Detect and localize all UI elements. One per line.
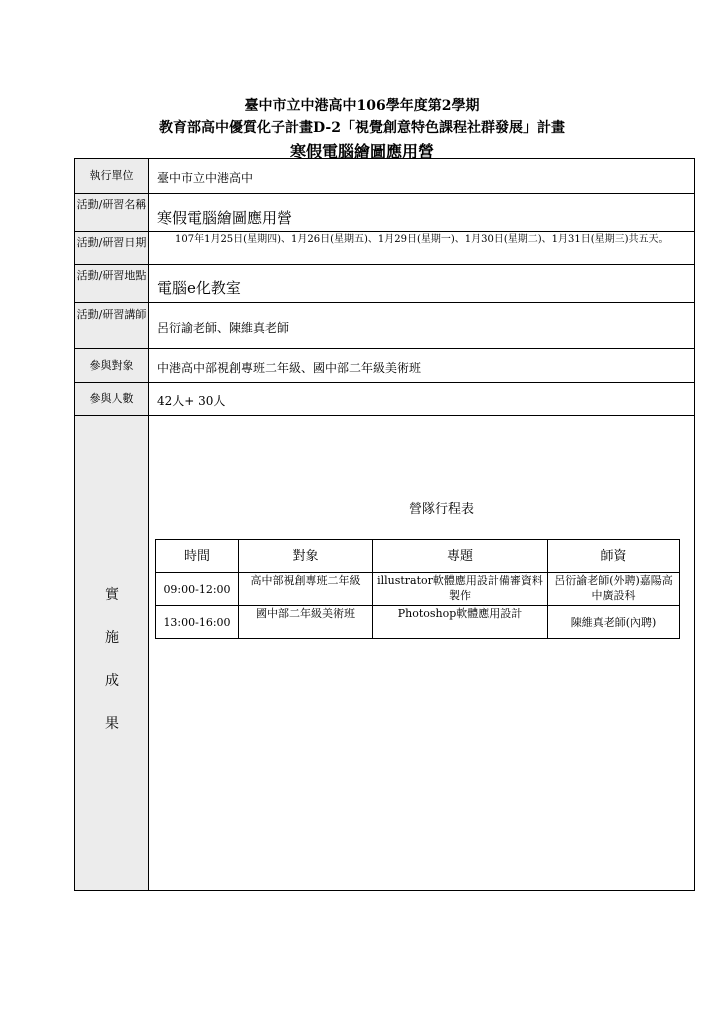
result-label-char: 果 (105, 716, 119, 732)
time-cell: 09:00-12:00 (156, 573, 239, 606)
topic-cell: Photoshop軟體應用設計 (373, 606, 548, 639)
schedule-table (155, 539, 680, 639)
schedule-title: 營隊行程表 (408, 502, 474, 517)
teacher-cell: 陳維真老師(內聘) (548, 606, 680, 639)
activity-teacher-label: 活動/研習講師 (75, 303, 149, 348)
row-divider (75, 348, 694, 349)
table-row (156, 606, 680, 639)
unit-label: 執行單位 (75, 159, 149, 193)
doc-title-program: 教育部高中優質化子計畫D-2「視覺創意特色課程社群發展」計畫 (159, 120, 565, 136)
topic-cell: illustrator軟體應用設計備審資料製作 (373, 573, 548, 606)
col-header-time: 時間 (156, 540, 239, 573)
col-header-topic: 專題 (373, 540, 548, 573)
target-cell: 高中部視創專班二年級 (239, 573, 373, 606)
col-header-teacher: 師資 (548, 540, 680, 573)
activity-teacher-value: 呂衍諭老師、陳維真老師 (157, 321, 290, 335)
schedule-header-row (156, 540, 680, 573)
activity-place-label: 活動/研習地點 (75, 265, 149, 302)
row-divider (75, 302, 694, 303)
count-label: 參與人數 (75, 383, 149, 415)
doc-title-camp: 寒假電腦繪圖應用營 (289, 142, 434, 161)
row-divider (75, 382, 694, 383)
result-label-char: 施 (105, 630, 119, 646)
table-row (156, 573, 680, 606)
activity-name-value: 寒假電腦繪圖應用營 (157, 209, 293, 227)
row-divider (75, 264, 694, 265)
activity-date-label: 活動/研習日期 (75, 232, 149, 264)
row-divider (75, 231, 694, 232)
row-divider (75, 415, 694, 416)
info-table (74, 158, 695, 891)
row-divider (75, 193, 694, 194)
result-label-char: 成 (105, 673, 119, 689)
col-header-target: 對象 (239, 540, 373, 573)
activity-date-value: 107年1月25日(星期四)、1月26日(星期五)、1月29日(星期一)、1月30日(星期二)、1月31日(星期三)共五天。 (175, 234, 669, 245)
activity-name-label: 活動/研習名稱 (75, 194, 149, 231)
unit-value: 臺中市立中港高中 (157, 171, 254, 185)
activity-place-value: 電腦e化教室 (157, 279, 241, 297)
teacher-cell: 呂衍諭老師(外聘)嘉陽高中廣設科 (548, 573, 680, 606)
result-label-cell (75, 416, 149, 890)
time-cell: 13:00-16:00 (156, 606, 239, 639)
result-label-char: 實 (105, 587, 119, 603)
target-cell: 國中部二年級美術班 (239, 606, 373, 639)
count-value: 42人+ 30人 (157, 394, 226, 408)
target-label: 參與對象 (75, 349, 149, 382)
doc-title-school: 臺中市立中港高中106學年度第2學期 (244, 98, 480, 114)
target-value: 中港高中部視創專班二年級、國中部二年級美術班 (157, 361, 422, 375)
